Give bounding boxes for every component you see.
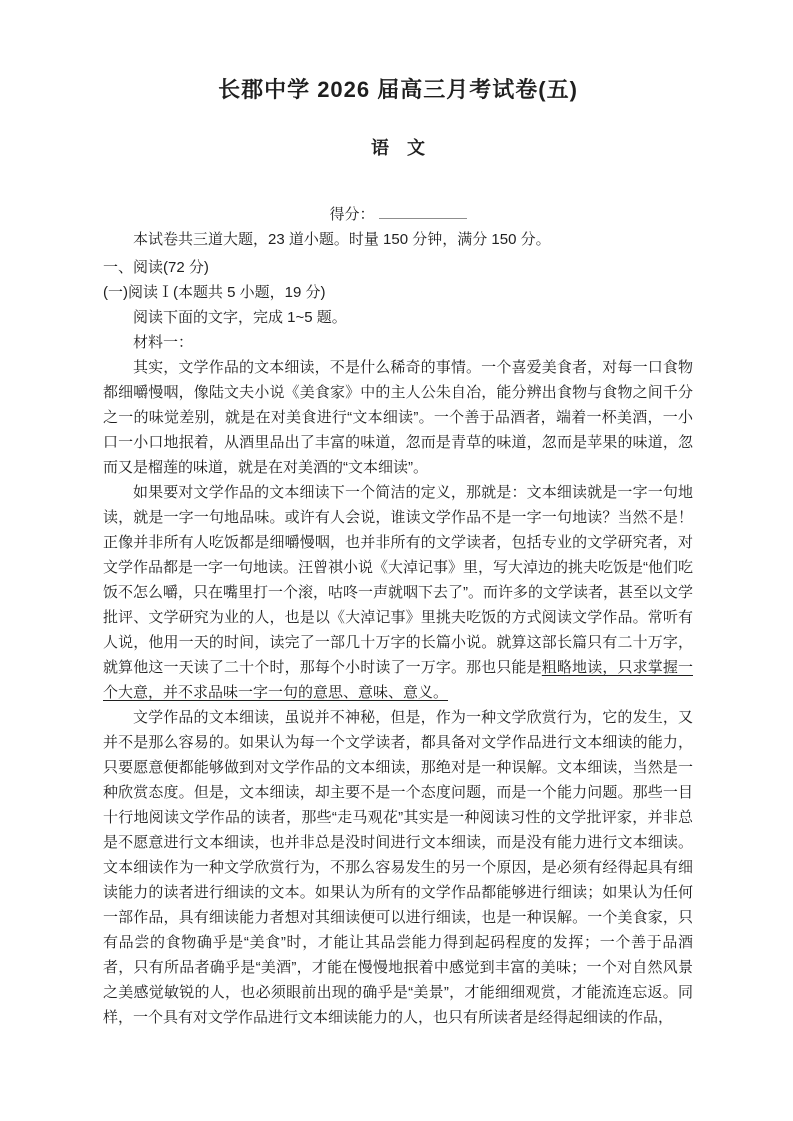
exam-info: 本试卷共三道大题，23 道小题。时量 150 分钟，满分 150 分。 (133, 231, 551, 248)
paragraph-2-underlined-text: 粗略地读，只求掌握一个大意，并不求品味一字一句的意思、意味、意义。 (103, 659, 693, 701)
section-heading-reading: 一、阅读(72 分) (103, 259, 209, 276)
score-blank (379, 204, 467, 219)
reading-instruction: 阅读下面的文字，完成 1~5 题。 (133, 309, 347, 326)
material-paragraph-3: 文学作品的文本细读，虽说并不神秘，但是，作为一种文学欣赏行为，它的发生，又并不是那么容易的。如果认为每一个文学读者，都具备对文学作品进行文本细读的能力，只要愿意便都能够做到对文学作品的文本细读，那绝对是一种误解。文本细读，当然是一种欣赏态度。但是，文本细读，却主要不是一个态度问题，而是一个能力问题。那些一目十行地阅读文学作品的读者，那些“走马观花”其实是一种阅读习性的文学批评家，并非总是不愿意进行文本细读，也并非总是没时间进行文本细读，而是没有能力进行文本细读。文本细读作为一种文学欣赏行为，不那么容易发生的另一个原因，是必须有经得起具有细读能力的读者进行细读的文本。如果认为所有的文学作品都能够进行细读；如果认为任何一部作品，具有细读能力者想对其细读便可以进行细读，也是一种误解。一个美食家，只有品尝的食物确乎是“美食”时，才能让其品尝能力得到起码程度的发挥；一个善于品酒者，只有所品者确乎是“美酒”，才能在慢慢地抿着中感觉到丰富的美味；一个对自然风景之美感觉敏锐的人，也必须眼前出现的确乎是“美景”，才能细细观赏，才能流连忘返。同样，一个具有对文学作品进行文本细读能力的人，也只有所读者是经得起细读的作品， (103, 709, 693, 1026)
subsection-heading-reading-1: (一)阅读Ⅰ(本题共 5 小题，19 分) (103, 284, 326, 301)
page-title: 长郡中学 2026 届高三月考试卷(五) (218, 77, 578, 102)
material-one-label: 材料一： (133, 334, 194, 351)
material-paragraph-2 (103, 480, 693, 705)
paragraph-2-text: 如果要对文学作品的文本细读下一个简洁的定义，那就是：文本细读就是一字一句地读，就是一字一句地品味。或许有人会说，谁读文学作品不是一字一句地读？当然不是！正像并非所有人吃饭都是细嚼慢咽，也并非所有的文学读者，包括专业的文学研究者，对文学作品都是一字一句地读。汪曾祺小说《大淖记事》里，写大淖边的挑夫吃饭是“他们吃饭不怎么嚼，只在嘴里打一个滚，咕咚一声就咽下去了”。而许多的文学读者，甚至以文学批评、文学研究为业的人，也是以《大淖记事》里挑夫吃饭的方式阅读文学作品。常听有人说，他用一天的时间，读完了一部几十万字的长篇小说。就算这部长篇只有二十万字，就算他这一天读了二十个时，那每个小时读了一万字。那也只能是 (103, 484, 693, 676)
score-line (103, 202, 693, 227)
score-label: 得分： (329, 206, 375, 223)
subject-title: 语 文 (371, 138, 425, 158)
material-paragraph-1: 其实，文学作品的文本细读，不是什么稀奇的事情。一个喜爱美食者，对每一口食物都细嚼慢咽，像陆文夫小说《美食家》中的主人公朱自冶，能分辨出食物与食物之间千分之一的味觉差别，就是在对美食进行“文本细读”。一个善于品酒者，端着一杯美酒，一小口一小口地抿着，从酒里品出了丰富的味道，忽而是青草的味道，忽而是苹果的味道，忽而又是榴莲的味道，就是在对美酒的“文本细读”。 (103, 359, 693, 476)
